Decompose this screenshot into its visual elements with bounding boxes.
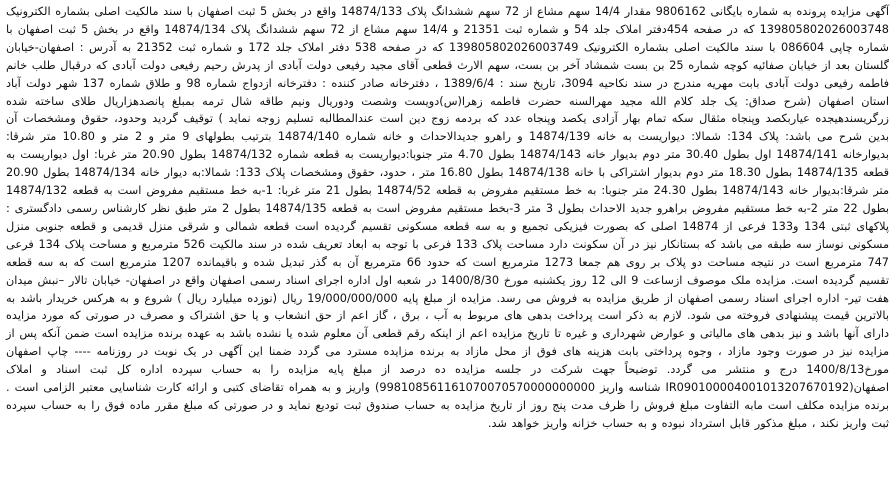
- notice-text: آگهی مزایده پرونده به شماره بایگانی 9806162 مقدار 14/4 سهم مشاع از 72 سهم ششدانگ پلاک 14874/133 واقع در بخش 5 ثبت اصفهان با سند مالکیت اصلی بشماره الکترونیک 139805802026003748 که در صفحه 454دفتر املاک جلد 54 و شماره ثبت 21351 و 14/4 سهم مشاع از 72 سهم ششدانگ پلاک 14874/134 واقع در بخش 5 ثبت اصفهان با شماره چاپی 086604 با سند مالکیت اصلی بشماره الکترونیک 139805802026003749 که در صفحه 538 دفتر املاک جلد 172 و شماره ثبت 21352 به آدرس : اصفهان-خیابان گلستان بعد از خیابان صفائیه کوچه شماره 25 بن بست شمشاد آخر بن بست، سهم الارث قطعی آقای مجید رفیعی دولت آبادی از پدرش رحیم رفیعی دولت آبادی که درقبال طلب خانم فاطمه رفیعی دولت آبادی بابت مهریه مندرج در سند نکاحیه 3094، تاریخ سند : 1389/6/4 ، دفترخانه صادر کننده : دفترخانه ازدواج شماره 98 و طلاق شماره 137 شهر دولت آباد استان اصفهان (شرح صداق: یک جلد کلام الله مجید مهرالسنه حضرت فاطمه زهرا(س)دویست وشصت ودوریال ونیم طاقه شال ترمه بمبلغ پانصدهزاریال طلای ساخته شده زرگریسندهیجده عیاربکصد وپنجاه مثقال سکه تمام بهار آزادی یکصد وپنجاه عدد که بردمه زوج دین است عندالمطالبه تسلیم زوجه نماید ) توقیف گردید وحدود، حقوق ومشخصات آن بدین شرح می باشد: پلاک 134: شمالا: دیواریست به خانه 14874/139 و راهرو جدیدالاحداث و خانه شماره 14874/140 بترتیب بطولهای 9 متر و 2 متر و 10.80 متر شرقا: بدیوارخانه 14874/141 اول بطول 30.40 متر دوم بدیوار خانه 14874/143 بطول 4.70 متر جنوبا:دیواریست به قطعه شماره 14874/132 بطول 20.90 متر غربا: اول دیواریست به قطعه 14874/135 بطول 18.30 متر دوم بدیوار اشتراکی با خانه 14874/138 بطول 16.80 متر ، حدود، حقوق ومشخصات پلاک 133: شمالا:به دیوار خانه 14874/134 بطول 20.90 متر شرقا:بدیوار خانه 14874/143 بطول 24.30 متر جنوبا: به خط مستقیم مفروض به قطعه 14874/52 بطول 21 متر غربا: 1-به خط مستقیم مفروض است به قطعه 14874/132 بطول 22 متر 2-به خط مستقیم مفروض براهرو جدید الاحداث بطول 3 متر 3-بخط مستقیم مفروض است به قطعه 14874/135 بطول 2 متر طبق نظر کارشناس رسمی دادگستری : پلاکهای ثبتی 134 و133 فرعی از 14874 اصلی که بصورت فیزیکی تجمیع و به سه قطعه مسکونی تقسیم گردیده است قطعه شمالی و شرقی منزل قدیمی و قطعه جنوبی منزل مسکونی نوساز سه طبقه می باشد که بستانکار نیز در آن سکونت دارد مساحت پلاک 133 فرعی با توجه به ابعاد تعریف شده در سند مالکیت 526 مترمربع و مساحت پلاک 134 فرعی 747 مترمربع است در نتیجه مساحت دو پلاک بر روی هم جمعا 1273 مترمربع است که حدود 66 مترمربع آن به گذر تبدیل شده و باقیمانده 1207 مترمربع است که به سه قطعه تقسیم گردیده است. مزایده ملک موصوف ازساعت 9 الی 12 روز یکشنبه مورخ 1400/8/30 در شعبه اول اداره اجرای اسناد رسمی اصفهان واقع در اصفهان- خیابان تالار –نبش میدان هفت تیر- اداره اجرای اسناد رسمی اصفهان از طریق مزایده به فروش می رسد. مزایده از مبلغ پایه 19/000/000/000 ریال (نوزده میلیارد ریال ) شروع و به هرکس خریدار باشد به بالاترین قیمت پیشنهادی فروخته می شود. لازم به ذکر است پرداخت بدهی های مربوط به آب ، برق ، گاز اعم از حق انشعاب و یا حق اشتراک و مصرف در صورتی که مورد مزایده دارای آنها باشد و نیز بدهی های مالیاتی و عوارض شهرداری و غیره تا تاریخ مزایده اعم از اینکه رقم قطعی آن معلوم شده یا نشده باشد به عهده برنده مزایده است ضمن آنکه پس از مزایده نیز در صورت وجود مازاد ، وجوه پرداختی بابت هزینه های فوق از محل مازاد به برنده مزایده مسترد می گردد ضمنا این آگهی در یک نوبت در روزنامه ---- چاپ اصفهان مورخ1400/8/13 درج و منتشر می گردد. توضیحاً جهت شرکت در جلسه مزایده ده درصد از مبلغ پایه مزایده را به حساب سپرده اداره کل ثبت اسناد و املاک اصفهان(IR090100004001013207670192 شناسه واریز 998108561161070070570000000000) واریز و به همراه تقاضای کتبی و ارائه کارت شناسایی معتبر الزامی است . برنده مزایده مکلف است مابه التفاوت مبلغ فروش را ظرف مدت پنج روز از تاریخ مزایده به حساب صندوق ثبت تودیع نماید و در صورتی که مبلغ مقرر ماده فوق را به حساب سپرده ثبت واریز نکند ، مبلغ مذکور قابل استرداد نبوده و به حساب خزانه واریز خواهد شد.: [6, 5, 890, 430]
